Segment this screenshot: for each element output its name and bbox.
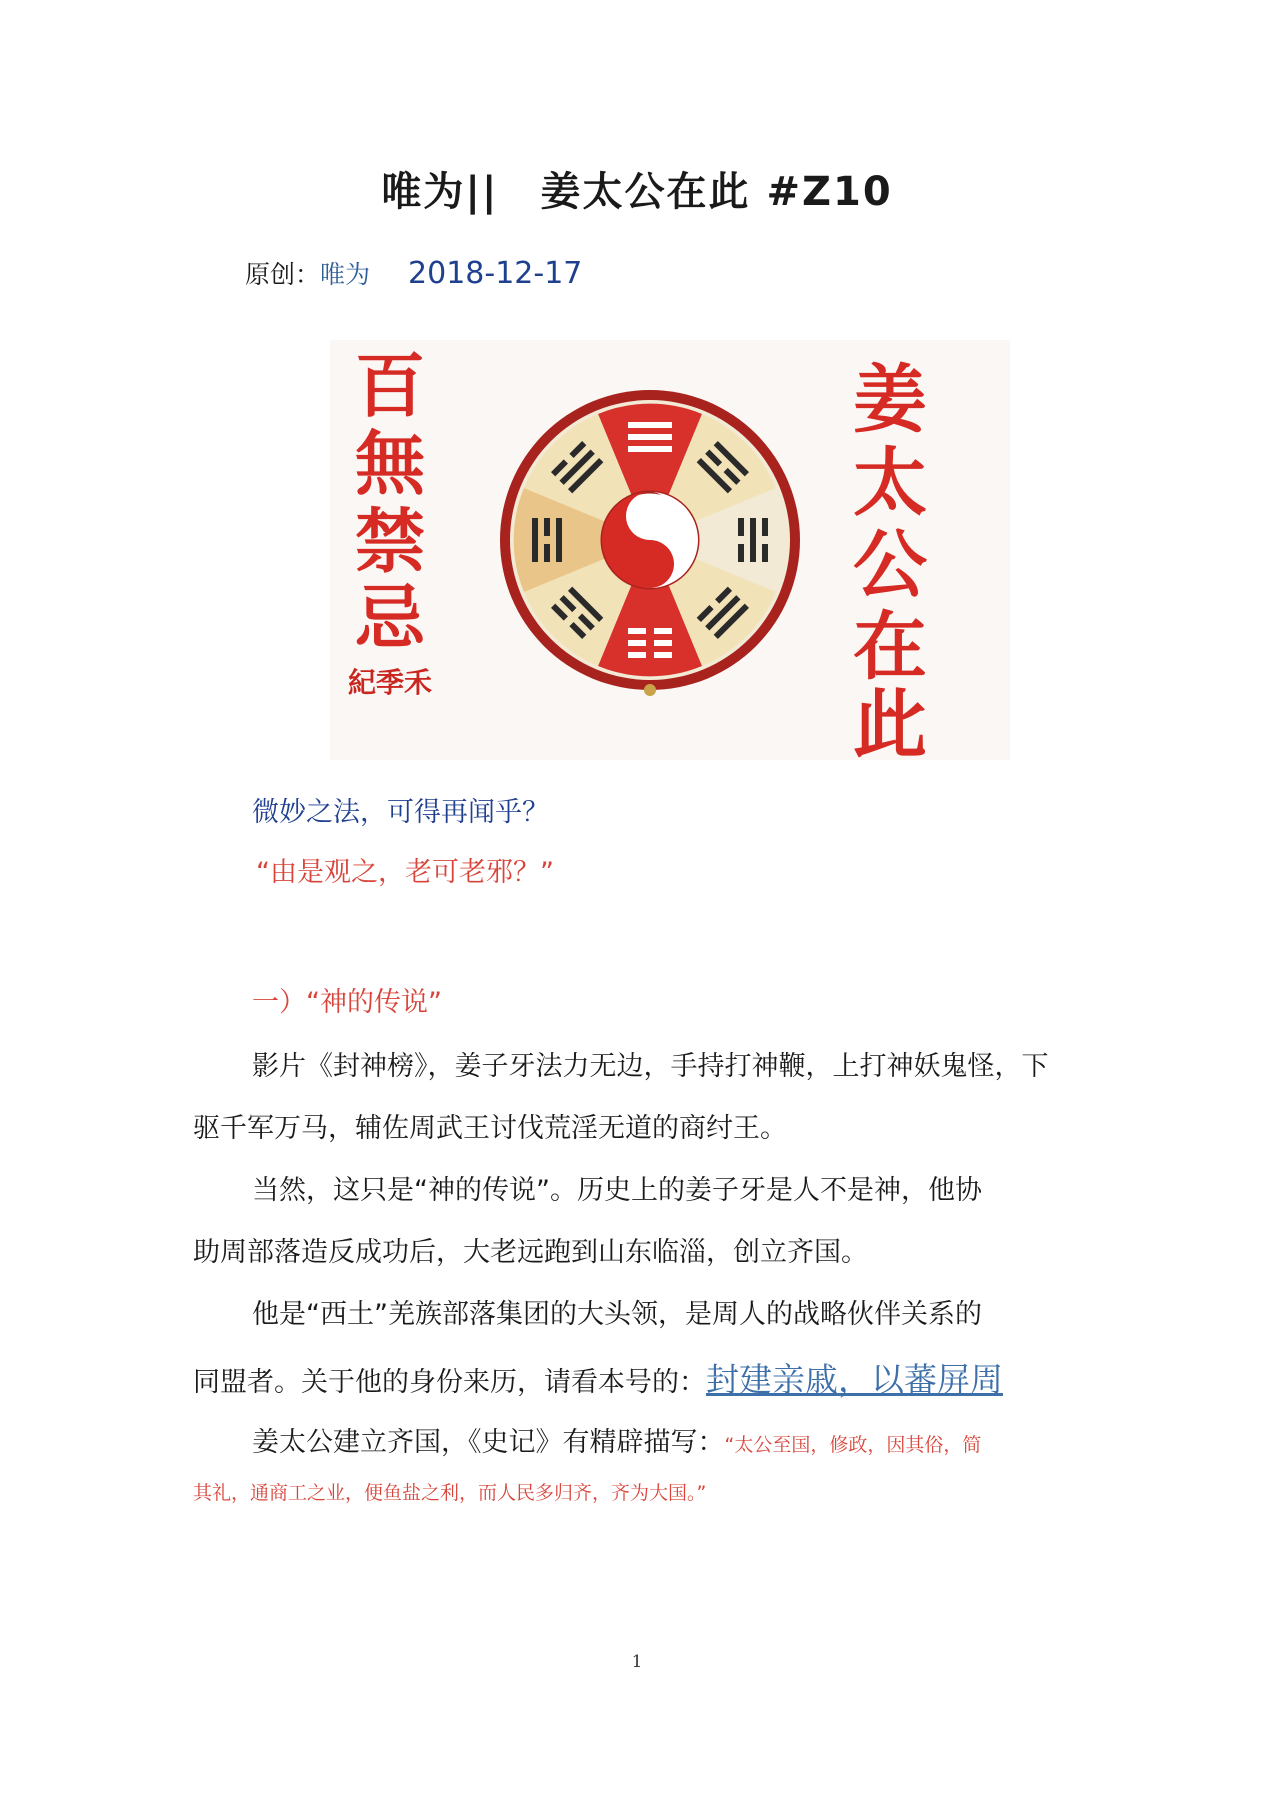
page-number: 1 bbox=[631, 1652, 643, 1672]
paragraph-line bbox=[252, 1420, 981, 1459]
page-title: 唯为|| 姜太公在此 #Z10 bbox=[381, 169, 893, 215]
paragraph-line: 驱千军万马，辅佐周武王讨伐荒淫无道的商纣王。 bbox=[193, 1113, 787, 1144]
svg-text:禁: 禁 bbox=[355, 500, 425, 583]
paragraph-line: 影片《封神榜》，姜子牙法力无边，手持打神鞭，上打神妖鬼怪，下 bbox=[252, 1051, 1049, 1082]
svg-text:無: 無 bbox=[355, 422, 425, 505]
publish-date: 2018-12-17 bbox=[408, 256, 583, 291]
article-banner-image bbox=[330, 340, 1010, 760]
svg-text:姜: 姜 bbox=[853, 357, 927, 443]
paragraph-text: 姜太公建立齐国，《史记》有精辟描写： bbox=[252, 1427, 725, 1458]
svg-text:百: 百 bbox=[355, 344, 425, 427]
intro-quote: “由是观之，老可老邪？” bbox=[256, 857, 554, 888]
right-calligraphy bbox=[853, 357, 927, 760]
paragraph-line: 助周部落造反成功后，大老远跑到山东临淄，创立齐国。 bbox=[193, 1237, 868, 1268]
byline-label: 原创： bbox=[245, 260, 321, 289]
svg-text:忌: 忌 bbox=[355, 576, 425, 659]
shiji-quote: “太公至国，修政，因其俗，简 bbox=[724, 1434, 982, 1456]
section-heading: 一）“神的传说” bbox=[252, 987, 442, 1018]
svg-text:紀季禾: 紀季禾 bbox=[347, 666, 433, 699]
paragraph-line: 当然，这只是“神的传说”。历史上的姜子牙是人不是神，他协 bbox=[252, 1175, 982, 1206]
byline bbox=[245, 255, 582, 291]
left-calligraphy bbox=[348, 344, 432, 699]
article-link[interactable]: 封建亲戚，以蕃屏周 bbox=[706, 1360, 1003, 1399]
svg-text:在: 在 bbox=[853, 604, 927, 690]
paragraph-text: 同盟者。关于他的身份来历，请看本号的： bbox=[193, 1367, 706, 1398]
author-link[interactable]: 唯为 bbox=[320, 260, 371, 289]
svg-text:此: 此 bbox=[853, 682, 927, 760]
svg-text:太: 太 bbox=[853, 440, 927, 526]
intro-question: 微妙之法，可得再闻乎？ bbox=[252, 797, 549, 828]
shiji-quote-continued: 其礼，通商工之业，便鱼盐之利，而人民多归齐，齐为大国。” bbox=[193, 1482, 707, 1504]
paragraph-line bbox=[193, 1354, 1003, 1401]
paragraph-line: 他是“西土”羌族部落集团的大头领，是周人的战略伙伴关系的 bbox=[252, 1299, 982, 1330]
svg-text:公: 公 bbox=[853, 522, 927, 608]
